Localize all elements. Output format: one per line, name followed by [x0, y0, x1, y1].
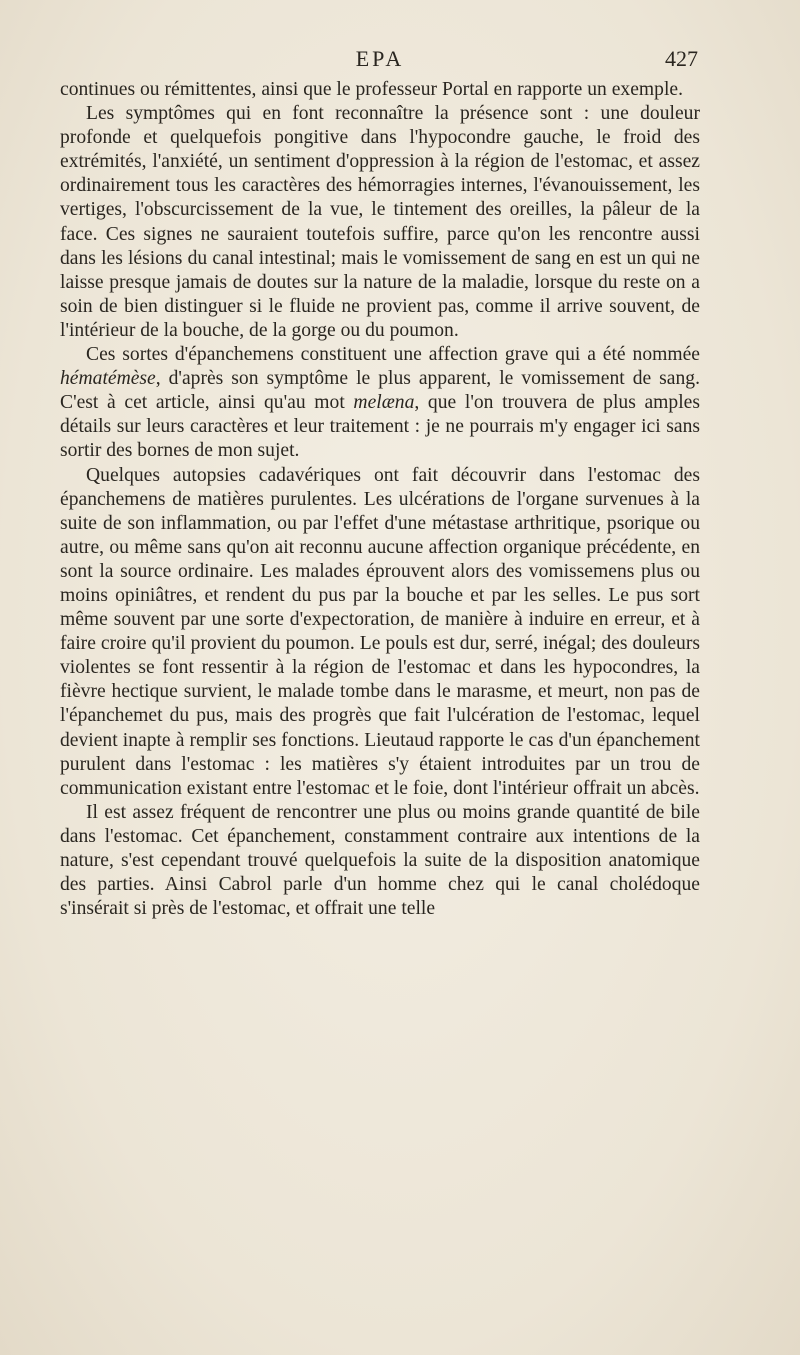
text-run: , d'après son symptôme le plus apparent, le vomissement de sang. C'est à cet article, ainsi qu'au mot	[60, 368, 700, 414]
text-run: , que l'on trouvera de plus amples détails sur leurs caractères et leur traitement : je ne pourrais m'y engager ici sans sortir des bornes de mon sujet.	[60, 392, 700, 462]
paragraph-bile: Il est assez fréquent de rencontrer une plus ou moins grande quantité de bile dans l'estomac. Cet épanchement, constamment contraire aux intentions de la nature, s'est cependant trouvé quelquefois la suite de la disposition anatomique des parties. Ainsi Cabrol parle d'un homme chez qui le canal cholédoque s'insérait si près de l'estomac, et offrait une telle	[60, 801, 700, 920]
body-text	[60, 78, 700, 921]
paragraph-symptomes: Les symptômes qui en font reconnaître la présence sont : une douleur profonde et quelquefois pongitive dans l'hypocondre gauche, le froid des extrémités, l'anxiété, un sentiment d'oppression à la région de l'estomac, et assez ordinairement tous les caractères des hémorragies internes, l'évanouissement, les vertiges, l'obscurcissement de la vue, le tintement des oreilles, la pâleur de la face. Ces signes ne sauraient toutefois suffire, parce qu'on les rencontre aussi dans les lésions du canal intestinal; mais le vomissement de sang en est un qui ne laisse presque jamais de doutes sur la nature de la maladie, lorsque du reste on a soin de bien distinguer si le fluide ne provient pas, comme il arrive souvent, de l'intérieur de la bouche, de la gorge ou du poumon.	[60, 103, 700, 341]
page-number: 427	[665, 46, 698, 71]
page-header	[60, 46, 700, 78]
term-hematemese: hématémèse	[60, 368, 156, 390]
term-melaena: melæna	[353, 392, 415, 414]
running-head: EPA	[355, 46, 405, 71]
paragraph-continuation: continues ou rémittentes, ainsi que le professeur Portal en rapporte un exemple.	[60, 79, 684, 100]
paragraph-autopsies: Quelques autopsies cadavériques ont fait découvrir dans l'estomac des épanchemens de matières purulentes. Les ulcérations de l'organe survenues à la suite de son inflammation, ou par l'effet d'une métastase arthritique, psorique ou autre, ou même sans qu'on ait reconnu aucune affection organique précédente, en sont la source ordinaire. Les malades éprouvent alors des vomissemens plus ou moins opiniâtres, et rendent du pus par la bouche et par les selles. Le pus sort même souvent par une sorte d'expectoration, de manière à induire en erreur, et à faire croire qu'il provient du poumon. Le pouls est dur, serré, inégal; des douleurs violentes se font ressentir à la région de l'estomac et dans les hypocondres, la fièvre hectique survient, le malade tombe dans le marasme, et meurt, non pas de l'épanchemet du pus, mais des progrès que fait l'ulcération de l'estomac, lequel devient inapte à remplir ses fonctions. Lieutaud rapporte le cas d'un épanchement purulent dans l'estomac : les matières s'y étaient introduites par un trou de communication existant entre l'estomac et le foie, dont l'intérieur offrait un abcès.	[60, 464, 700, 799]
text-run: Ces sortes d'épanchemens constituent une affection grave qui a été nommée	[86, 344, 700, 366]
paragraph-hematemese	[60, 343, 700, 463]
